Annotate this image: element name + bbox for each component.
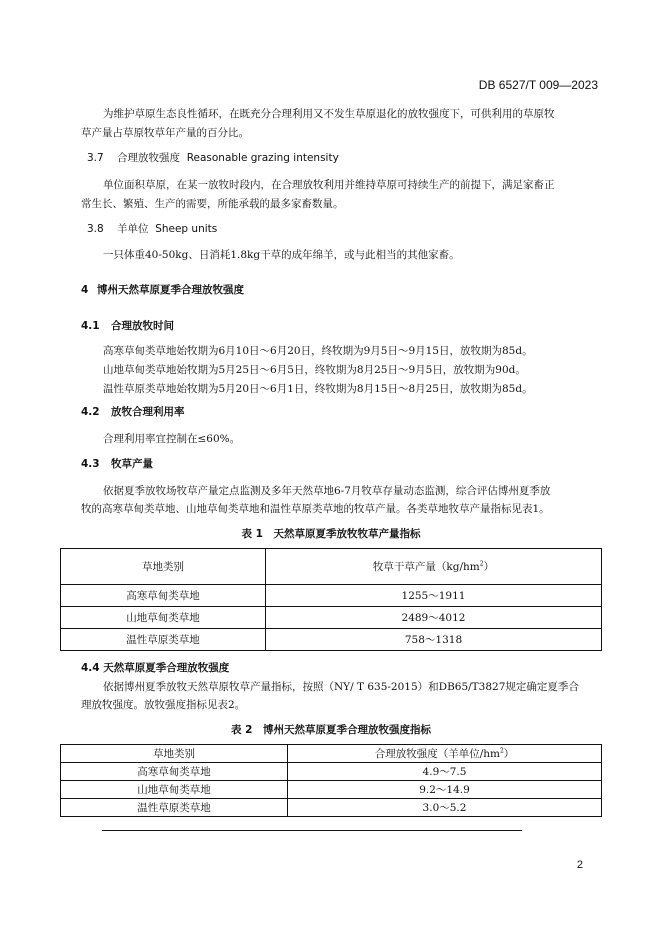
section-title: 合理放牧时间 xyxy=(111,320,174,332)
table-cell-type: 温性草原类草地 xyxy=(61,799,288,817)
section-title-en: Reasonable grazing intensity xyxy=(186,152,339,164)
table-cell-type: 山地草甸类草地 xyxy=(61,607,266,629)
section-heading-4 xyxy=(81,282,244,297)
section-heading-3-7 xyxy=(87,150,339,165)
section-heading-3-8 xyxy=(87,221,217,236)
paragraph-line: 单位面积草原，在某一放牧时段内，在合理放牧利用并维持草原可持续生产的前提下，满足家畜正 xyxy=(103,179,555,191)
superscript: 2 xyxy=(499,747,504,755)
paragraph-line: 为维护草原生态良性循环，在既充分合理利用又不发生草原退化的放牧强度下，可供利用的草原牧 xyxy=(103,108,555,120)
section-number: 4.4 xyxy=(81,662,100,674)
section-number: 4.2 xyxy=(81,406,100,418)
table-row xyxy=(61,799,602,817)
paragraph-line: 理放牧强度。放牧强度指标见表2。 xyxy=(81,699,246,711)
section-number: 4.1 xyxy=(81,320,100,332)
table-cell-type: 高寒草甸类草地 xyxy=(61,585,266,607)
table-cell-value: 4.9～7.5 xyxy=(288,763,602,781)
section-heading-4-1 xyxy=(81,318,174,333)
table-header-row xyxy=(61,549,602,585)
section-heading-4-4 xyxy=(81,660,229,675)
section-heading-4-3 xyxy=(81,456,153,471)
table-1-caption: 表 1 天然草原夏季放牧牧草产量指标 xyxy=(241,528,421,540)
paragraph-line: 依据博州夏季放牧天然草原牧草产量指标，按照（NY/ T 635-2015）和DB65/T3827规定确定夏季合 xyxy=(103,681,579,693)
table-header-row xyxy=(61,745,602,763)
grazing-period-line: 温性草原类草地始牧期为5月20日～6月1日，终牧期为8月15日～8月25日，放牧期为85d。 xyxy=(103,383,533,395)
paragraph-line: 常生长、繁殖、生产的需要，所能承载的最多家畜数量。 xyxy=(81,198,344,210)
section-title: 牧草产量 xyxy=(111,458,153,470)
table-cell-type: 山地草甸类草地 xyxy=(61,781,288,799)
table-cell-type: 温性草原类草地 xyxy=(61,629,266,651)
document-code: DB 6527/T 009—2023 xyxy=(478,78,598,92)
table-header-cell xyxy=(288,745,602,763)
section-title-cn: 合理放牧强度 xyxy=(117,152,180,164)
paragraph-line: 依据夏季放牧场牧草产量定点监测及多年天然草地6-7月牧草存量动态监测，综合评估博州夏季放 xyxy=(103,485,551,497)
table-row xyxy=(61,781,602,799)
end-rule xyxy=(102,830,522,831)
header-text: 合理放牧强度（羊单位/hm xyxy=(374,748,500,760)
section-heading-4-2 xyxy=(81,404,185,419)
section-number: 4 xyxy=(81,284,89,296)
table-row xyxy=(61,585,602,607)
section-title: 博州天然草原夏季合理放牧强度 xyxy=(97,284,244,296)
grazing-period-line: 山地草甸类草地始牧期为5月25日～6月5日，终牧期为8月25日～9月5日，放牧期为90d。 xyxy=(103,364,526,376)
table-header-cell: 草地类别 xyxy=(61,549,266,585)
paragraph-line: 一只体重40-50kg、日消耗1.8kg干草的成年绵羊，或与此相当的其他家畜。 xyxy=(103,249,460,261)
paragraph-line: 牧的高寒草甸类草地、山地草甸类草地和温性草原类草地的牧草产量。各类草地牧草产量指标见表1。 xyxy=(81,503,550,515)
table-2-caption: 表 2 博州天然草原夏季合理放牧强度指标 xyxy=(231,724,431,736)
table-header-cell xyxy=(266,549,602,585)
header-text: 牧草干草产量（kg/hm xyxy=(372,561,480,573)
section-title: 天然草原夏季合理放牧强度 xyxy=(103,662,230,674)
table-row xyxy=(61,607,602,629)
table-1 xyxy=(60,548,602,651)
table-cell-value: 9.2～14.9 xyxy=(288,781,602,799)
header-text: ） xyxy=(503,748,515,760)
section-number: 4.3 xyxy=(81,458,100,470)
table-cell-value: 3.0～5.2 xyxy=(288,799,602,817)
section-number: 3.8 xyxy=(87,223,104,235)
table-cell-value: 1255～1911 xyxy=(266,585,602,607)
table-row xyxy=(61,763,602,781)
table-cell-value: 758～1318 xyxy=(266,629,602,651)
table-header-cell: 草地类别 xyxy=(61,745,288,763)
section-title-en: Sheep units xyxy=(155,223,218,235)
table-cell-type: 高寒草甸类草地 xyxy=(61,763,288,781)
table-cell-value: 2489～4012 xyxy=(266,607,602,629)
paragraph-line: 合理利用率宜控制在≤60%。 xyxy=(103,433,241,445)
grazing-period-line: 高寒草甸类草地始牧期为6月10日～6月20日，终牧期为9月5日～9月15日，放牧期为85d。 xyxy=(103,345,533,357)
page-number: 2 xyxy=(576,859,583,871)
table-row xyxy=(61,629,602,651)
superscript: 2 xyxy=(479,560,484,568)
section-title: 放牧合理利用率 xyxy=(111,406,185,418)
section-title-cn: 羊单位 xyxy=(117,223,149,235)
header-text: ） xyxy=(483,561,495,573)
section-number: 3.7 xyxy=(87,152,104,164)
table-2 xyxy=(60,744,602,817)
paragraph-line: 草产量占草原牧草年产量的百分比。 xyxy=(81,127,249,139)
